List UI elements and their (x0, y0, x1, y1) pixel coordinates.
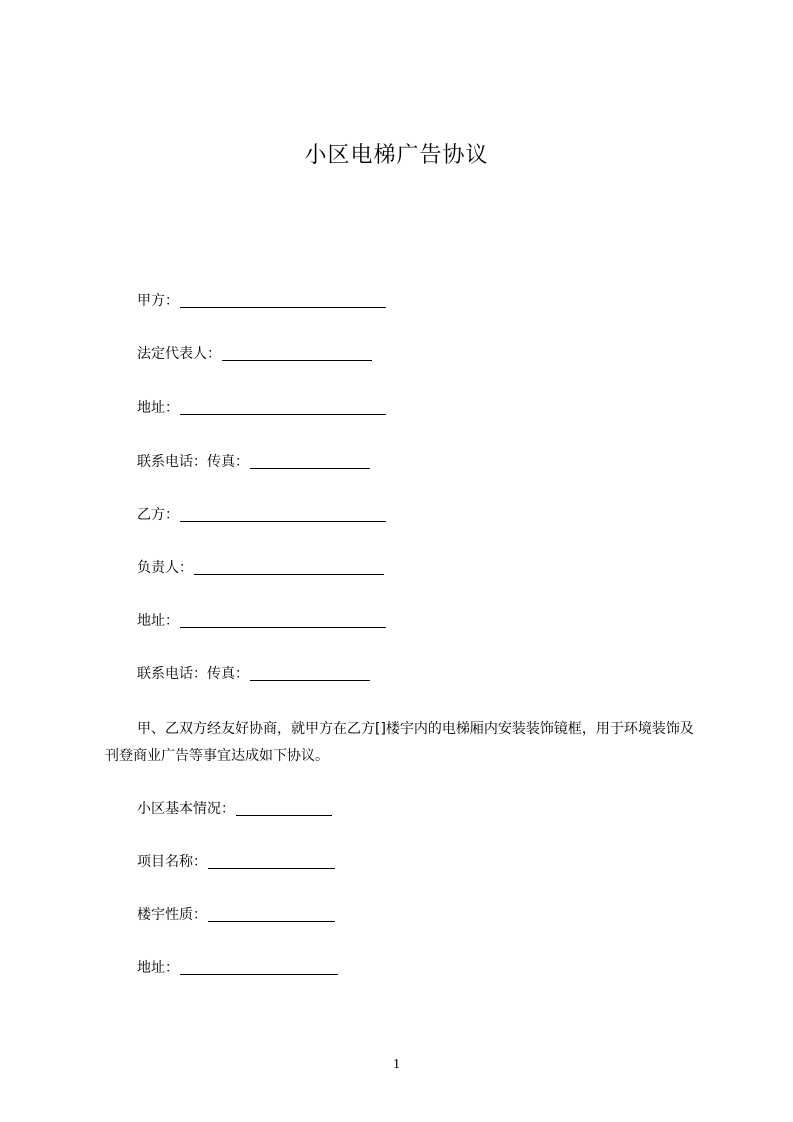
page-number: 1 (393, 1057, 400, 1072)
intro-text: 甲、乙双方经友好协商，就甲方在乙方[]楼宇内的电梯厢内安装装饰镜框，用于环境装饰及刊登商业广告等事宜达成如下协议。 (105, 721, 694, 764)
party-b-person-blank (194, 559, 384, 575)
building-nature-label: 楼宇性质： (137, 907, 207, 923)
party-b-name-blank (180, 506, 386, 522)
community-address-label: 地址： (137, 960, 179, 976)
party-a-address-blank (180, 399, 386, 415)
party-b-person-field (137, 558, 384, 578)
party-b-address-field (137, 611, 386, 631)
party-a-contact-blank (250, 453, 370, 469)
party-a-rep-blank (222, 345, 372, 361)
document-title: 小区电梯广告协议 (304, 143, 489, 168)
building-nature-field (137, 905, 335, 925)
party-b-address-blank (180, 612, 386, 628)
project-name-blank (208, 853, 335, 869)
party-b-name-label: 乙方： (137, 507, 179, 523)
party-a-address-label: 地址： (137, 400, 179, 416)
community-basic-label: 小区基本情况： (137, 801, 235, 817)
party-b-contact-blank (250, 665, 370, 681)
party-a-contact-field (137, 452, 370, 472)
intro-paragraph (105, 716, 705, 770)
party-a-name-field (137, 291, 386, 311)
project-name-label: 项目名称： (137, 854, 207, 870)
project-name-field (137, 852, 335, 872)
community-address-field (137, 958, 338, 978)
party-a-rep-field (137, 344, 372, 364)
party-b-contact-label: 联系电话：传真： (137, 666, 249, 682)
party-a-address-field (137, 398, 386, 418)
party-a-name-label: 甲方： (137, 293, 179, 309)
community-address-blank (180, 959, 338, 975)
party-b-contact-field (137, 664, 370, 684)
party-b-name-field (137, 505, 386, 525)
party-a-contact-label: 联系电话：传真： (137, 454, 249, 470)
party-a-name-blank (180, 292, 386, 308)
community-basic-field (137, 799, 332, 819)
building-nature-blank (208, 906, 335, 922)
community-basic-blank (236, 800, 332, 816)
party-b-address-label: 地址： (137, 613, 179, 629)
party-b-person-label: 负责人： (137, 560, 193, 576)
party-a-rep-label: 法定代表人： (137, 346, 221, 362)
